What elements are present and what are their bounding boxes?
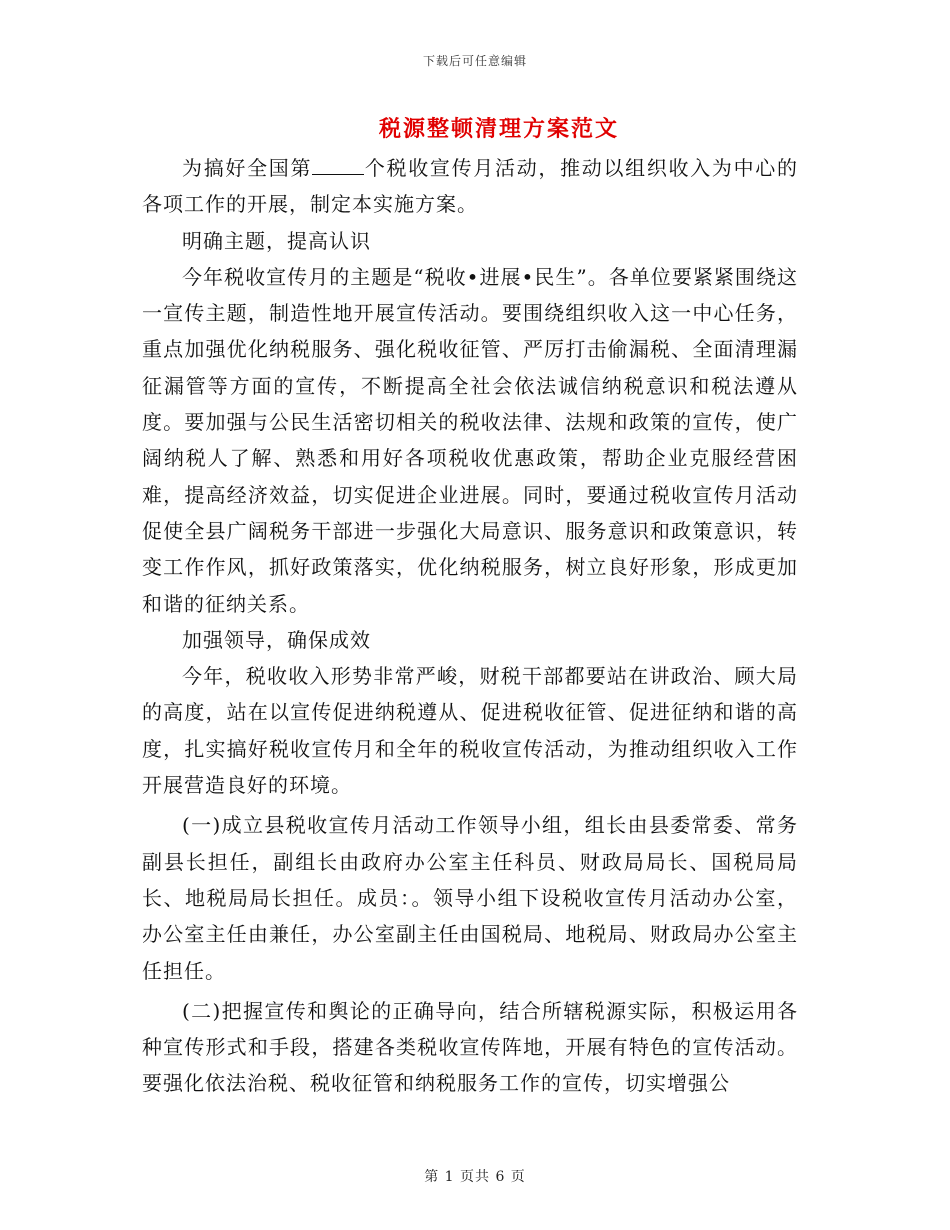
- section-heading-theme: 明确主题，提高认识: [182, 228, 371, 253]
- intro-paragraph: [142, 150, 798, 223]
- fill-in-blank: [312, 154, 364, 175]
- page-number: 第 1 页共 6 页: [424, 1169, 526, 1185]
- page-header-note: 下载后可任意编辑: [422, 54, 527, 68]
- paragraph-situation: 今年，税收收入形势非常严峻，财税干部都要站在讲政治、顾大局的高度，站在以宣传促进纳税遵从、促进税收征管、促进征纳和谐的高度，扎实搞好税收宣传月和全年的税收宣传活动，为推动组织收入工作开展营造良好的环境。: [142, 664, 798, 798]
- paragraph-theme: 今年税收宣传月的主题是“税收•进展•民生”。各单位要紧紧围绕这一宣传主题，制造性地开展宣传活动。要围绕组织收入这一中心任务，重点加强优化纳税服务、强化税收征管、严厉打击偷漏税、全面清理漏征漏管等方面的宣传，不断提高全社会依法诚信纳税意识和税法遵从度。要加强与公民生活密切相关的税收法律、法规和政策的宣传，使广阔纳税人了解、熟悉和用好各项税收优惠政策，帮助企业克服经营困难，提高经济效益，切实促进企业进展。同时，要通过税收宣传月活动促使全县广阔税务干部进一步强化大局意识、服务意识和政策意识，转变工作作风，抓好政策落实，优化纳税服务，树立良好形象，形成更加和谐的征纳关系。: [142, 264, 798, 616]
- intro-text-start: 为搞好全国第: [182, 156, 313, 180]
- document-body: [142, 150, 798, 1102]
- paragraph-item-2: (二)把握宣传和舆论的正确导向，结合所辖税源实际，积极运用各种宣传形式和手段，搭建各类税收宣传阵地，开展有特色的宣传活动。要强化依法治税、税收征管和纳税服务工作的宣传，切实增强公: [142, 998, 798, 1096]
- intro-text-end: 个税收宣传月活动，推动以组织收入为中心的各项工作的开展，制定本实施方案。: [142, 156, 799, 217]
- document-title: 税源整顿清理方案范文: [378, 116, 619, 142]
- section-heading-leadership: 加强领导，确保成效: [182, 627, 371, 652]
- paragraph-item-1: (一)成立县税收宣传月活动工作领导小组，组长由县委常委、常务副县长担任，副组长由政府办公室主任科员、财政局局长、国税局局长、地税局局长担任。成员：。领导小组下设税收宣传月活动办公室，办公室主任由兼任，办公室副主任由国税局、地税局、财政局办公室主任担任。: [142, 813, 798, 983]
